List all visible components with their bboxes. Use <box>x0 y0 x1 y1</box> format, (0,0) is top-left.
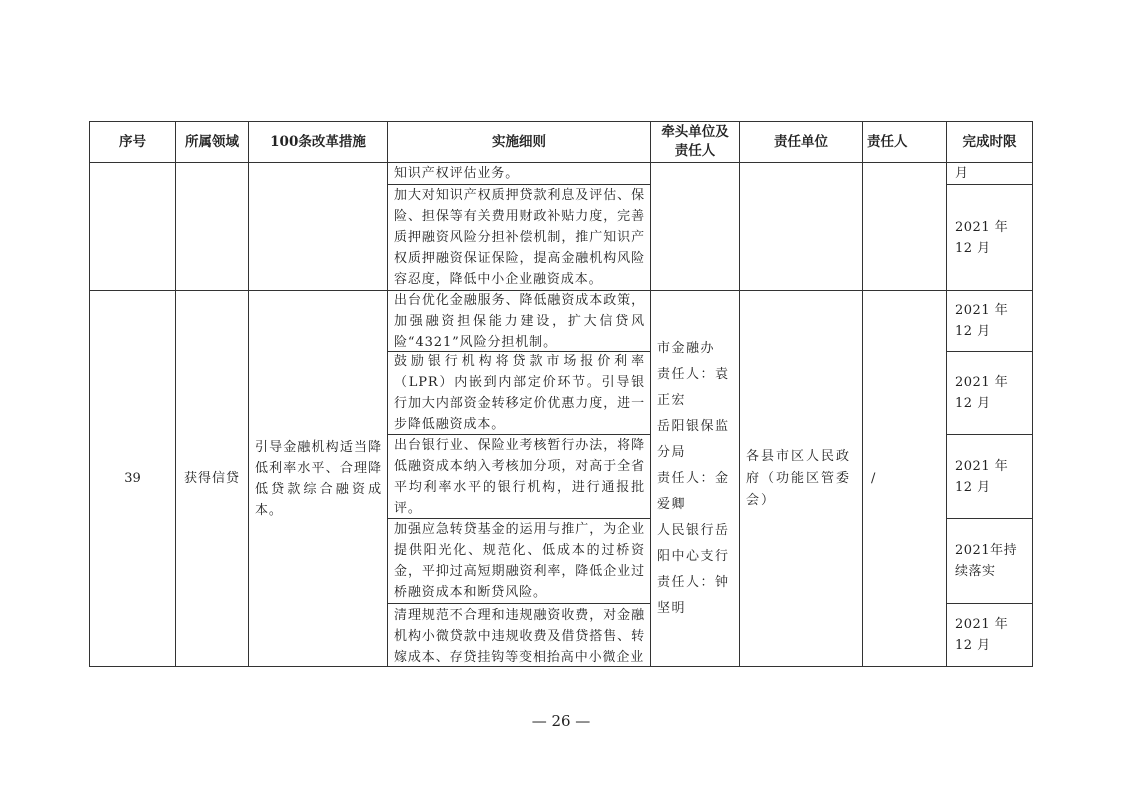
detail-text: 清理规范不合理和违规融资收费，对金融机构小微贷款中违规收费及借贷搭售、转嫁成本、存贷挂钩等变相抬高中小微企业 <box>394 608 645 665</box>
measure-text: 引导金融机构适当降低利率水平、合理降低贷款综合融资成本。 <box>255 439 382 518</box>
deadline-cell <box>946 518 1033 604</box>
empty-cell <box>862 162 947 291</box>
detail-text: 出台银行业、保险业考核暂行办法，将降低融资成本纳入考核加分项，对高于全省平均利率水平的银行机构，进行通报批评。 <box>394 437 645 516</box>
header-responsible-unit: 责任单位 <box>739 121 863 163</box>
header-details: 实施细则 <box>387 121 651 163</box>
row-measure <box>248 290 388 667</box>
detail-text: 加大对知识产权质押贷款利息及评估、保险、担保等有关费用财政补贴力度，完善质押融资风险分担补偿机制，推广知识产权质押融资保证保险，提高金融机构风险容忍度，降低中小企业融资成本。 <box>394 188 645 287</box>
row-lead-unit <box>650 290 740 667</box>
detail-text: 出台优化金融服务、降低融资成本政策，加强融资担保能力建设，扩大信贷风险“4321”风险分担机制。 <box>394 292 645 350</box>
header-deadline: 完成时限 <box>946 121 1033 163</box>
lead-unit-line: 责任人：金爱卿 <box>657 470 730 512</box>
header-measures: 100条改革措施 <box>248 121 388 163</box>
responsible-unit-text: 各县市区人民政府（功能区管委会） <box>746 448 852 508</box>
row-domain: 获得信贷 <box>175 290 249 667</box>
lead-unit-line: 责任人：钟坚明 <box>657 574 730 616</box>
deadline-cell <box>946 290 1033 352</box>
deadline-cell <box>946 351 1033 435</box>
detail-cell <box>387 184 651 291</box>
deadline-text: 2021 年 12 月 <box>955 458 1009 495</box>
deadline-text: 2021年持续落实 <box>955 543 1018 579</box>
deadline-cell <box>946 603 1033 667</box>
detail-text: 鼓励银行机构将贷款市场报价利率（LPR）内嵌到内部定价环节。引导银行加大内部资金转移定价优惠力度，进一步降低融资成本。 <box>394 354 645 432</box>
lead-unit-line: 市金融办 <box>657 340 716 356</box>
deadline-cell <box>946 184 1033 291</box>
deadline-text: 2021 年 12 月 <box>955 219 1009 256</box>
deadline-text: 月 <box>955 166 969 181</box>
empty-cell <box>739 162 863 291</box>
detail-text: 加强应急转贷基金的运用与推广，为企业提供阳光化、规范化、低成本的过桥资金，平抑过高短期融资利率，降低企业过桥融资成本和断贷风险。 <box>394 522 645 600</box>
lead-unit-line: 责任人：袁正宏 <box>657 366 730 408</box>
detail-cell <box>387 603 651 667</box>
detail-cell <box>387 434 651 519</box>
page-number: — 26 — <box>531 712 591 730</box>
deadline-cell <box>946 162 1033 185</box>
row-number: 39 <box>89 290 176 667</box>
empty-cell <box>248 162 388 291</box>
header-domain: 所属领域 <box>175 121 249 163</box>
detail-cell <box>387 518 651 604</box>
empty-cell <box>89 162 176 291</box>
row-responsible-unit <box>739 290 863 667</box>
header-lead-unit: 牵头单位及责任人 <box>650 121 740 163</box>
lead-unit-line: 人民银行岳阳中心支行 <box>657 522 730 564</box>
detail-cell <box>387 351 651 435</box>
lead-unit-line: 岳阳银保监分局 <box>657 418 730 460</box>
header-responsible-person: 责任人 <box>862 121 947 163</box>
detail-cell <box>387 162 651 185</box>
detail-cell <box>387 290 651 352</box>
deadline-text: 2021 年 12 月 <box>955 303 1009 339</box>
deadline-text: 2021 年 12 月 <box>955 375 1009 411</box>
row-responsible-person: / <box>862 290 947 667</box>
deadline-text: 2021 年 12 月 <box>955 617 1009 653</box>
empty-cell <box>175 162 249 291</box>
empty-cell <box>650 162 740 291</box>
detail-text: 知识产权评估业务。 <box>394 166 520 181</box>
header-number: 序号 <box>89 121 176 163</box>
deadline-cell <box>946 434 1033 519</box>
